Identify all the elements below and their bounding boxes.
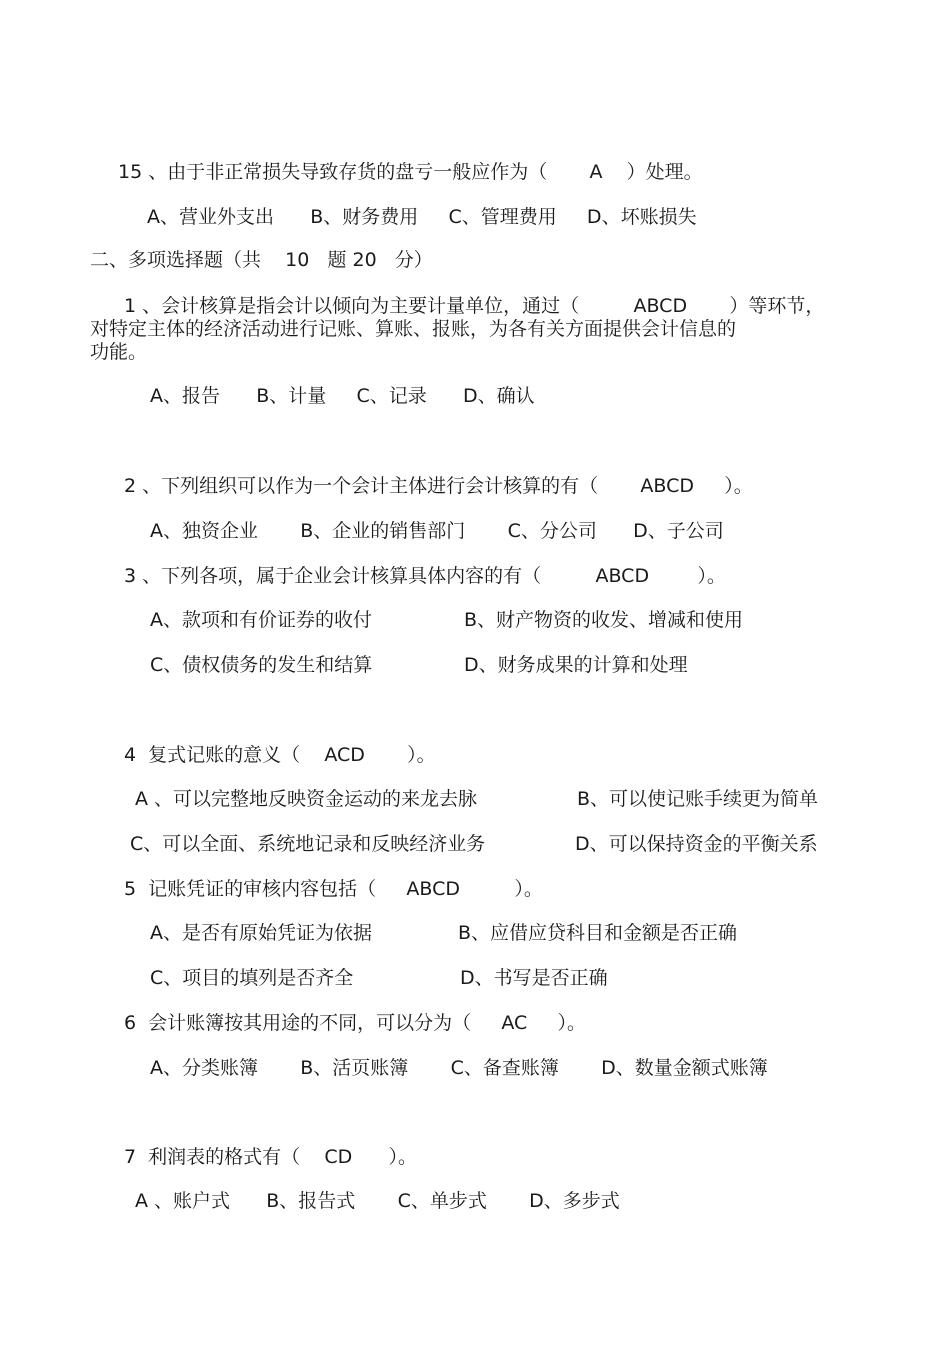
m3-option-c: C、债权债务的发生和结算 [150, 654, 373, 676]
m3-option-a: A、款项和有价证券的收付 [150, 609, 372, 631]
m2-stem: 2 、下列组织可以作为一个会计主体进行会计核算的有（ ABCD ）。 [124, 475, 753, 497]
m5-stem: 5 记账凭证的审核内容包括（ ABCD ）。 [124, 878, 543, 900]
m1-stem-line1: 1 、会计核算是指会计以倾向为主要计量单位，通过（ ABCD ）等环节， [124, 295, 825, 317]
m4-stem: 4 复式记账的意义（ ACD ）。 [124, 744, 436, 766]
m4-option-d: D、可以保持资金的平衡关系 [575, 833, 818, 855]
m3-option-b: B、财产物资的收发、增减和使用 [464, 609, 744, 631]
m4-option-c: C、可以全面、系统地记录和反映经济业务 [130, 833, 486, 855]
m3-option-d: D、财务成果的计算和处理 [464, 654, 688, 676]
q15-stem: 15 、由于非正常损失导致存货的盘亏一般应作为（ A ）处理。 [118, 161, 703, 183]
m7-options: A 、账户式 B、报告式 C、单步式 D、多步式 [135, 1190, 620, 1212]
q15-options: A、营业外支出 B、财务费用 C、管理费用 D、坏账损失 [147, 206, 697, 228]
m7-stem: 7 利润表的格式有（ CD ）。 [124, 1146, 417, 1168]
m5-option-c: C、项目的填列是否齐全 [150, 967, 354, 989]
section-heading: 二、多项选择题（共 10 题 20 分） [90, 249, 433, 271]
m6-stem: 6 会计账簿按其用途的不同，可以分为（ AC ）。 [124, 1012, 586, 1034]
m1-options: A、报告 B、计量 C、记录 D、确认 [150, 385, 535, 407]
m2-options: A、独资企业 B、企业的销售部门 C、分公司 D、子公司 [150, 520, 724, 542]
m1-stem-line2: 对特定主体的经济活动进行记账、算账、报账，为各有关方面提供会计信息的 [90, 318, 737, 340]
m6-options: A、分类账簿 B、活页账簿 C、备查账簿 D、数量金额式账簿 [150, 1057, 768, 1079]
m5-option-a: A、是否有原始凭证为依据 [150, 922, 372, 944]
m5-option-b: B、应借应贷科目和金额是否正确 [458, 922, 738, 944]
m3-stem: 3 、下列各项，属于企业会计核算具体内容的有（ ABCD ）。 [124, 565, 726, 587]
m1-stem-line3: 功能。 [90, 341, 148, 363]
m4-option-b: B、可以使记账手续更为简单 [577, 788, 819, 810]
m5-option-d: D、书写是否正确 [460, 967, 608, 989]
m4-option-a: A 、可以完整地反映资金运动的来龙去脉 [135, 788, 478, 810]
